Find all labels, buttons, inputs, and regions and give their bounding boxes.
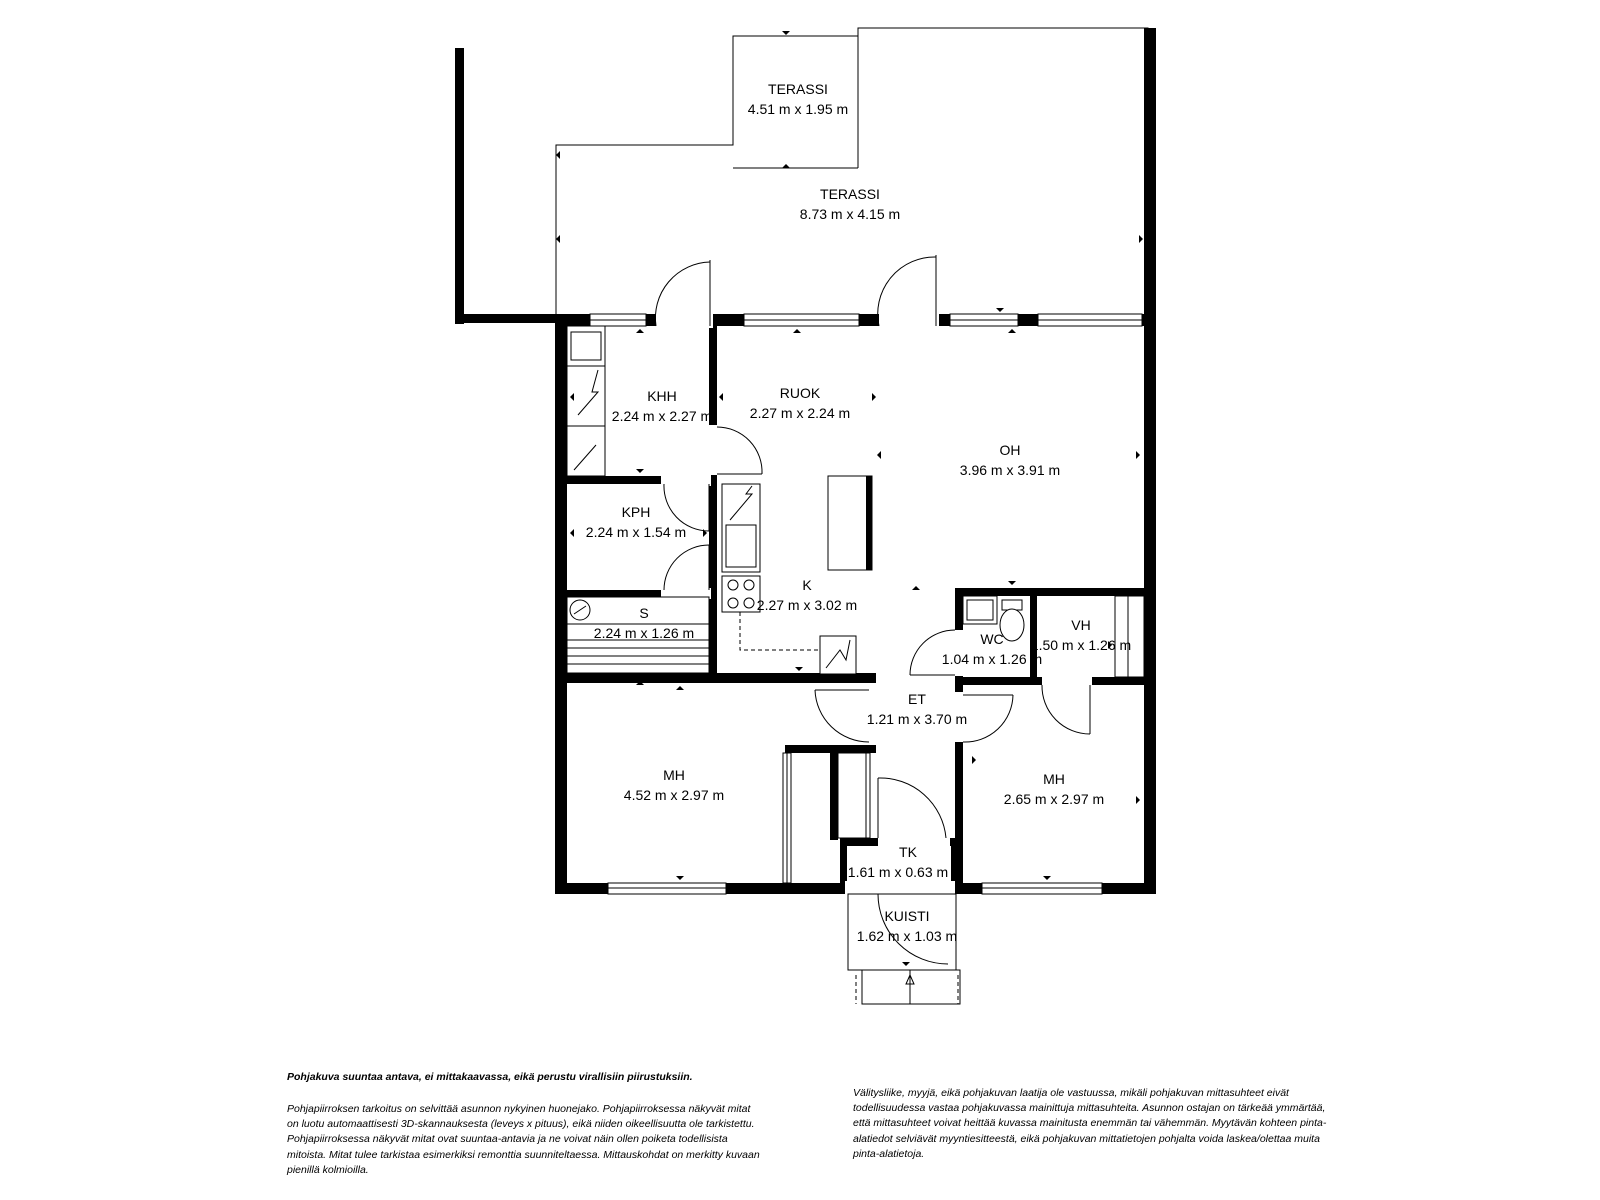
doors — [655, 255, 1092, 964]
room-size: 1.21 m x 3.70 m — [866, 711, 968, 727]
room-label-terrace-upper — [748, 81, 848, 117]
room-label-technical — [848, 844, 948, 880]
room-name: OH — [999, 442, 1021, 458]
room-size: 1.04 m x 1.26 m — [941, 651, 1043, 667]
room-size: 1.62 m x 1.03 m — [856, 928, 958, 944]
kitchen-island — [828, 476, 872, 570]
room-label-bedroom-2 — [1004, 771, 1104, 807]
room-size: 2.24 m x 2.27 m — [611, 408, 713, 424]
room-size: 2.24 m x 1.54 m — [585, 524, 687, 540]
room-size: 2.65 m x 2.97 m — [1003, 791, 1105, 807]
room-label-porch — [857, 908, 957, 944]
disclaimer-right-paragraph: Välitysliike, myyjä, eikä pohjakuvan laatija ole vastuussa, mikäli pohjakuvan mittasuhteet eivät todellisuudessa vastaa pohjakuvassa mainittuja mittasuhteita. Asunnon ostajan on tärkeää ymmärtää, että mittasuhteet voivat heittää kuvassa mainitusta enemmän tai vähemmän. Myytävän kohteen pinta-alatiedot selviävät myyntiesitteestä, eikä pohjakuvan mittatietojen pohjalta voida laskea/olettaa muita pinta-alatietoja. — [853, 1087, 1327, 1160]
room-size: 8.73 m x 4.15 m — [799, 206, 901, 222]
room-size: 4.52 m x 2.97 m — [623, 787, 725, 803]
room-name: S — [639, 605, 649, 621]
room-name: TERASSI — [768, 81, 828, 97]
room-name: TERASSI — [820, 186, 880, 202]
room-size: 2.27 m x 3.02 m — [756, 597, 858, 613]
disclaimer-left-paragraph: Pohjapiirroksen tarkoitus on selvittää asunnon nykyinen huonejako. Pohjapiirroksessa näkyvät mitat on luotu automaattisesti 3D-skannauksesta (leveys x pituus), eikä niiden oikeellisuutta ole tarkistettu. Pohjapiirroksessa näkyvät mitat ovat suuntaa-antavia ja ne voivat näin ollen poiketa todellisista mitoista. Mitat tulee tarkistaa esimerkiksi remonttia suunniteltaessa. Mittauskohdat on merkitty kuvaan pienillä kolmioilla. — [287, 1103, 760, 1176]
room-name: RUOK — [779, 385, 821, 401]
room-label-hall — [867, 691, 967, 727]
room-name: KPH — [621, 504, 651, 520]
room-size: 2.27 m x 2.24 m — [749, 405, 851, 421]
room-name: WC — [980, 631, 1004, 647]
room-label-living — [960, 442, 1060, 478]
terrace-outline — [556, 28, 1148, 315]
room-label-terrace-lower — [800, 186, 900, 222]
room-size: 4.51 m x 1.95 m — [747, 101, 849, 117]
room-name: MH — [663, 767, 685, 783]
room-label-utility — [612, 388, 712, 424]
room-name: ET — [908, 691, 926, 707]
disclaimer-heading: Pohjakuva suuntaa antava, ei mittakaavassa, eikä perustu virallisiin piirustuksiin. — [287, 1071, 693, 1083]
room-size: 3.96 m x 3.91 m — [959, 462, 1061, 478]
room-name: MH — [1043, 771, 1065, 787]
room-label-bedroom-1 — [624, 767, 724, 803]
room-name: VH — [1071, 617, 1091, 633]
room-label-kitchen — [757, 577, 857, 613]
room-size: 2.24 m x 1.26 m — [593, 625, 695, 641]
room-name: TK — [899, 844, 917, 860]
room-label-bathroom — [586, 504, 686, 540]
room-size: 1.50 m x 1.26 m — [1030, 637, 1132, 653]
room-name: KHH — [647, 388, 677, 404]
room-size: 1.61 m x 0.63 m — [847, 864, 949, 880]
room-name: K — [802, 577, 812, 593]
room-label-dining — [750, 385, 850, 421]
room-name: KUISTI — [884, 908, 930, 924]
